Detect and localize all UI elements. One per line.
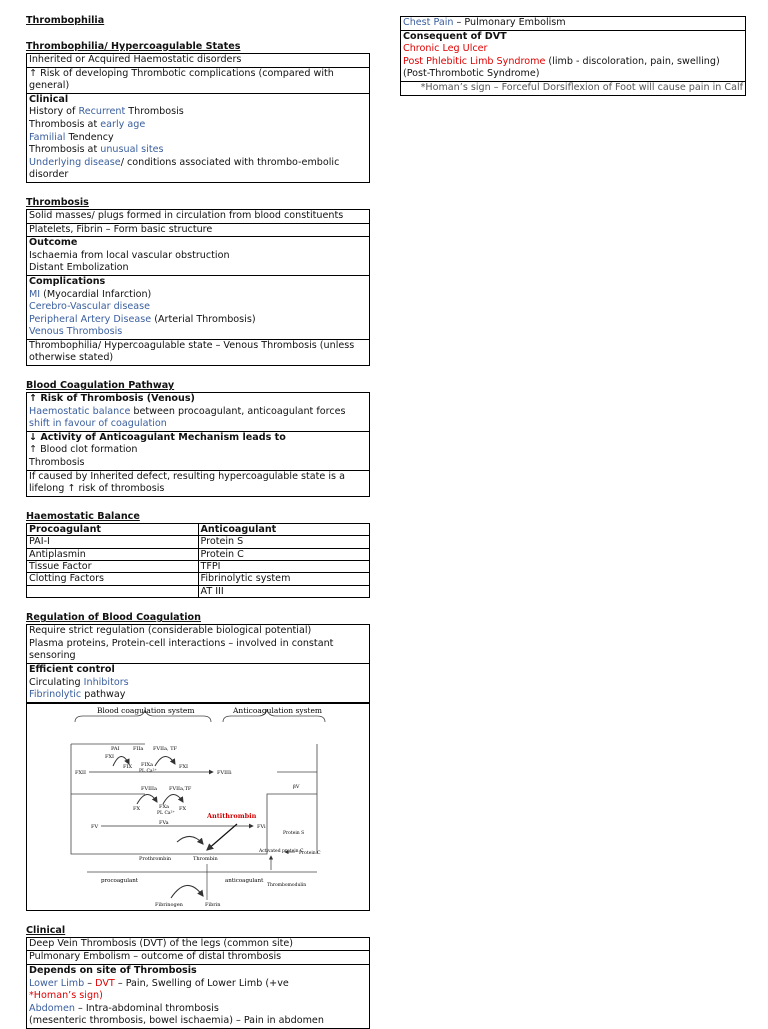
table-cell: TFPI — [198, 561, 370, 573]
table-row: Thrombophilia/ Hypercoagulable state – Venous Thrombosis (unless otherwise stated) — [27, 339, 370, 365]
row-heading: Complications — [29, 275, 106, 287]
diagram-label: FVi — [257, 823, 266, 830]
highlight-text: Chest Pain — [403, 17, 454, 28]
table-row — [27, 237, 370, 276]
list-item — [29, 289, 367, 302]
list-item — [29, 119, 367, 132]
activation-arc — [137, 794, 157, 804]
list-item: Cerebro-Vascular disease — [29, 301, 151, 313]
section-heading-pathway: Blood Coagulation Pathway — [26, 380, 175, 392]
left-title: Blood coagulation system — [97, 705, 195, 715]
row-heading: Efficient control — [29, 664, 115, 676]
table-row — [27, 965, 370, 1029]
highlight-text: Haemostatic balance — [29, 405, 131, 417]
highlight-text: Fibrinolytic — [29, 689, 82, 701]
coagulation-diagram — [26, 703, 370, 911]
text: (Arterial Thrombosis) — [151, 313, 256, 325]
list-item: Plasma proteins, Protein-cell interactions – involved in constant sensoring — [29, 637, 334, 662]
list-item: Ischaemia from local vascular obstruction — [29, 249, 230, 261]
table-cell: Clotting Factors — [27, 573, 199, 585]
anticoagulant-label: anticoagulant — [225, 877, 264, 884]
thrombophilia-table — [26, 53, 370, 183]
table-row: Pulmonary Embolism – outcome of distal thrombosis — [27, 951, 370, 965]
diagram-label: FIIa — [133, 745, 144, 752]
coagulation-diagram-svg — [27, 704, 369, 908]
diagram-label: Thrombomodulin — [267, 882, 307, 888]
row-heading: Depends on site of Thrombosis — [29, 965, 197, 976]
right-column — [400, 16, 746, 96]
diagram-label: Thrombin — [193, 855, 218, 862]
list-item — [29, 689, 367, 702]
highlight-text: unusual sites — [100, 144, 164, 156]
list-item: ↑ Blood clot formation — [29, 444, 138, 456]
clinical-table — [26, 937, 370, 1029]
list-item: Thrombosis — [29, 457, 85, 469]
table-cell: PAI-I — [27, 536, 199, 548]
text: Thrombosis — [125, 106, 184, 118]
activation-arc — [163, 794, 183, 804]
diagram-label: FXI — [179, 763, 189, 770]
thrombosis-table — [26, 209, 370, 366]
table-cell: Protein S — [198, 536, 370, 548]
table-row: Inherited or Acquired Haemostatic disorders — [27, 54, 370, 68]
highlight-text: MI — [29, 288, 41, 300]
text: – Intra-abdominal thrombosis — [74, 1002, 219, 1014]
list-item — [29, 144, 367, 157]
diagram-label: Prothrombin — [139, 855, 172, 862]
highlight-text: Familial — [29, 131, 66, 143]
highlight-text: Peripheral Artery Disease — [29, 313, 152, 325]
text: / conditions associated with thrombo-embolic disorder — [29, 156, 340, 181]
left-column — [26, 14, 370, 1029]
diagram-label: Fibrin — [205, 901, 221, 908]
diagram-label: FIX — [123, 763, 133, 770]
diagram-label: FIXa — [141, 761, 153, 768]
highlight-text: Lower Limb — [29, 977, 85, 989]
text: between procoagulant, anticoagulant forces — [130, 405, 346, 417]
section-heading-balance: Haemostatic Balance — [26, 510, 140, 522]
text: pathway — [81, 689, 126, 701]
column-header: Procoagulant — [27, 523, 199, 535]
text: Circulating — [29, 676, 84, 688]
diagram-label: FVIIIi — [217, 769, 232, 776]
right-title: Anticoagulation system — [233, 705, 322, 715]
row-heading: ↓ Activity of Anticoagulant Mechanism leads to — [29, 431, 286, 443]
footnote: *Homan’s sign – Forceful Dorsiflexion of Foot will cause pain in Calf — [401, 81, 746, 95]
list-item — [29, 406, 367, 419]
diagram-label: Protein C — [299, 850, 321, 856]
diagram-label: FXII — [75, 769, 86, 776]
table-row — [27, 625, 370, 664]
highlight-text: Underlying disease — [29, 156, 121, 168]
table-cell: Protein C — [198, 548, 370, 560]
diagram-label: PAI — [111, 745, 120, 752]
row-heading: Clinical — [29, 93, 69, 105]
list-item — [29, 677, 367, 690]
highlight-text: Recurrent — [78, 106, 126, 118]
list-item — [29, 157, 367, 182]
table-cell — [27, 585, 199, 597]
table-row — [27, 275, 370, 339]
page-title: Thrombophilia — [26, 15, 105, 26]
highlight-text: Inhibitors — [83, 676, 129, 688]
section-heading-thrombophilia: Thrombophilia/ Hypercoagulable States — [26, 41, 241, 52]
dvt-table — [400, 16, 746, 96]
list-item: Require strict regulation (considerable biological potential) — [29, 625, 312, 637]
table-cell: Fibrinolytic system — [198, 573, 370, 585]
table-row: ↑ Risk of developing Thrombotic complications (compared with general) — [27, 67, 370, 93]
pathway-table — [26, 392, 370, 497]
highlight-text: early age — [100, 118, 146, 130]
table-row: Deep Vein Thrombosis (DVT) of the legs (common site) — [27, 937, 370, 951]
diagram-label: PL Ca²⁺ — [139, 768, 157, 774]
list-item — [403, 56, 743, 69]
table-row: Solid masses/ plugs formed in circulation from blood constituents — [27, 209, 370, 223]
list-item — [29, 1003, 367, 1016]
column-header: Anticoagulant — [198, 523, 370, 535]
list-item — [29, 978, 367, 991]
regulation-table — [26, 624, 370, 703]
diagram-label: βV — [293, 783, 300, 790]
table-row: If caused by Inherited defect, resulting hypercoagulable state is a lifelong ↑ risk of thrombosis — [27, 470, 370, 496]
diagram-label: FXa — [159, 803, 170, 810]
table-row: Platelets, Fibrin – Form basic structure — [27, 223, 370, 237]
text: Tendency — [65, 131, 114, 143]
diagram-label: FV — [91, 823, 99, 830]
highlight-text: DVT — [95, 977, 115, 989]
list-item: Distant Embolization — [29, 262, 129, 274]
list-item: Chronic Leg Ulcer — [403, 43, 488, 55]
list-item: shift in favour of coagulation — [29, 418, 167, 430]
highlight-text: Post Phlebitic Limb Syndrome — [403, 55, 546, 67]
diagram-label: PL Ca²⁺ — [157, 810, 175, 816]
activation-arc — [155, 756, 175, 766]
table-cell: AT III — [198, 585, 370, 597]
text: Thrombosis at — [29, 144, 101, 156]
list-item — [29, 132, 367, 145]
list-item — [29, 314, 367, 327]
table-row — [27, 93, 370, 182]
balance-table — [26, 523, 370, 598]
diagram-label: FVIIIa — [141, 785, 157, 792]
activation-arc — [177, 836, 203, 844]
row-heading: ↑ Risk of Thrombosis (Venous) — [29, 393, 195, 405]
antithrombin-label: Antithrombin — [207, 811, 257, 820]
text: (limb - discoloration, pain, swelling) — [545, 55, 720, 67]
row-heading: Outcome — [29, 237, 78, 249]
list-item: *Homan’s sign) — [29, 990, 103, 1002]
list-item — [29, 106, 367, 119]
section-heading-thrombosis: Thrombosis — [26, 196, 89, 208]
list-item: Venous Thrombosis — [29, 326, 123, 338]
text: – — [84, 977, 96, 989]
row-heading: Consequent of DVT — [403, 30, 507, 42]
diagram-label: FX — [179, 805, 187, 812]
section-heading-regulation: Regulation of Blood Coagulation — [26, 612, 201, 624]
diagram-label: FVIIa,TF — [169, 785, 192, 792]
text: Thrombosis at — [29, 118, 101, 130]
diagram-label: Fibrinogen — [155, 901, 183, 908]
inhibition-arrow — [207, 824, 237, 850]
table-row — [27, 664, 370, 703]
table-row — [401, 17, 746, 31]
list-item: (Post-Thrombotic Syndrome) — [403, 68, 540, 80]
diagram-label: Protein S — [283, 830, 305, 836]
text: (Myocardial Infarction) — [40, 288, 152, 300]
activation-arc — [171, 885, 203, 898]
table-cell: Antiplasmin — [27, 548, 199, 560]
text: History of — [29, 106, 79, 118]
section-heading-clinical: Clinical — [26, 924, 66, 936]
text: – Pain, Swelling of Lower Limb (+ve — [114, 977, 289, 989]
table-row — [27, 431, 370, 470]
diagram-label: FXI — [105, 753, 115, 760]
highlight-text: Abdomen — [29, 1002, 75, 1014]
table-row — [401, 30, 746, 81]
diagram-label: FVa — [159, 819, 169, 826]
diagram-label: FVIIa, TF — [153, 745, 177, 752]
procoagulant-label: procoagulant — [101, 877, 138, 884]
list-item: (mesenteric thrombosis, bowel ischaemia) – Pain in abdomen — [29, 1015, 324, 1027]
diagram-label: FX — [133, 805, 141, 812]
diagram-label: Activated protein C — [259, 848, 304, 854]
text: – Pulmonary Embolism — [453, 17, 566, 28]
table-row — [27, 393, 370, 432]
table-cell: Tissue Factor — [27, 561, 199, 573]
